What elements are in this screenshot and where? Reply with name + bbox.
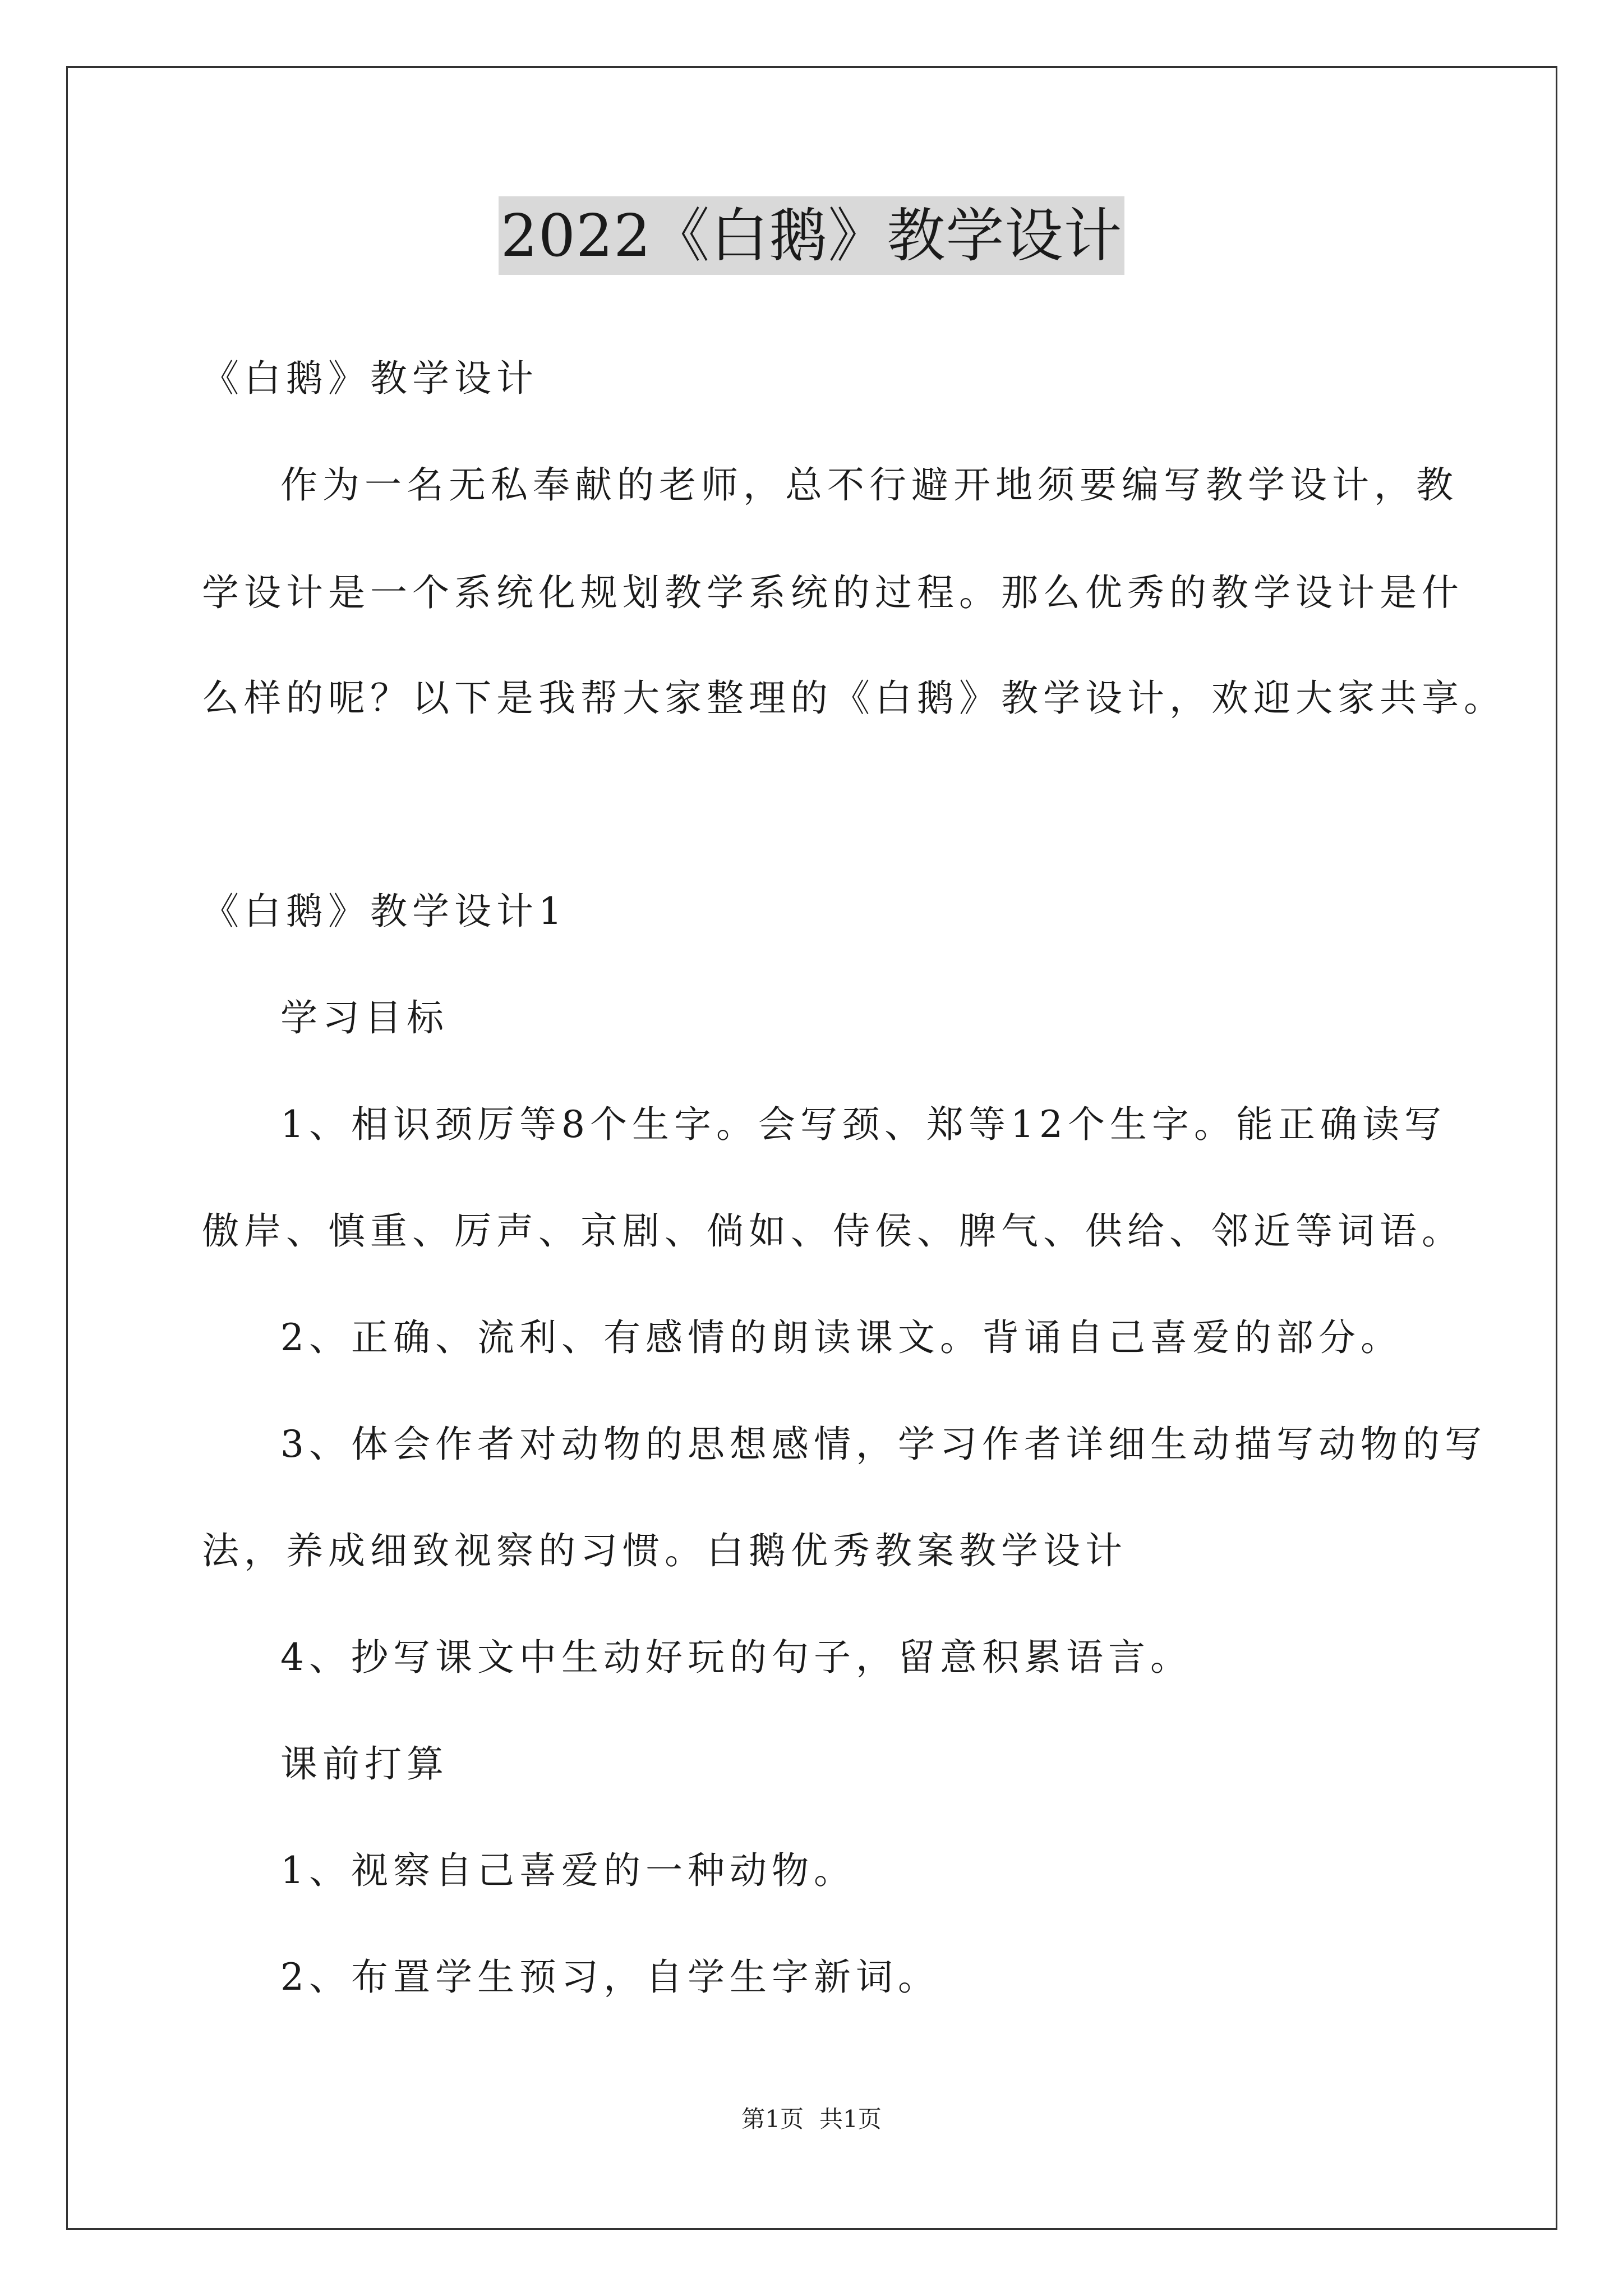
page-number: 第1页 xyxy=(741,2105,804,2133)
list-item-line: 2、布置学生预习，自学生字新词。 xyxy=(280,1955,940,1999)
list-item-line: 傲岸、慎重、厉声、京剧、倘如、侍侯、脾气、供给、邻近等词语。 xyxy=(202,1209,1464,1253)
list-item-line: 1、视察自己喜爱的一种动物。 xyxy=(280,1849,856,1892)
list-item-line: 法，养成细致视察的习惯。白鹅优秀教案教学设计 xyxy=(202,1529,1127,1572)
list-item-line: 4、抄写课文中生动好玩的句子，留意积累语言。 xyxy=(280,1636,1192,1679)
paragraph-line: 作为一名无私奉献的老师，总不行避开地须要编写教学设计，教 xyxy=(280,463,1458,507)
subsection-heading: 课前打算 xyxy=(280,1742,449,1786)
page-footer xyxy=(0,2102,1623,2136)
paragraph-line: 学设计是一个系统化规划教学系统的过程。那么优秀的教学设计是什 xyxy=(202,571,1464,614)
list-item-line: 3、体会作者对动物的思想感情，学习作者详细生动描写动物的写 xyxy=(280,1423,1487,1466)
list-item-line: 2、正确、流利、有感情的朗读课文。背诵自己喜爱的部分。 xyxy=(280,1316,1403,1359)
section-heading: 《白鹅》教学设计1 xyxy=(202,890,567,933)
subsection-heading: 学习目标 xyxy=(280,996,449,1039)
page-total: 共1页 xyxy=(819,2105,882,2133)
paragraph-line: 么样的呢？以下是我帮大家整理的《白鹅》教学设计，欢迎大家共享。 xyxy=(202,677,1506,720)
document-title: 2022《白鹅》教学设计 xyxy=(499,196,1125,275)
list-item-line: 1、相识颈厉等8个生字。会写颈、郑等12个生字。能正确读写 xyxy=(280,1103,1446,1146)
subtitle-line: 《白鹅》教学设计 xyxy=(202,357,538,400)
title-container xyxy=(0,196,1623,275)
